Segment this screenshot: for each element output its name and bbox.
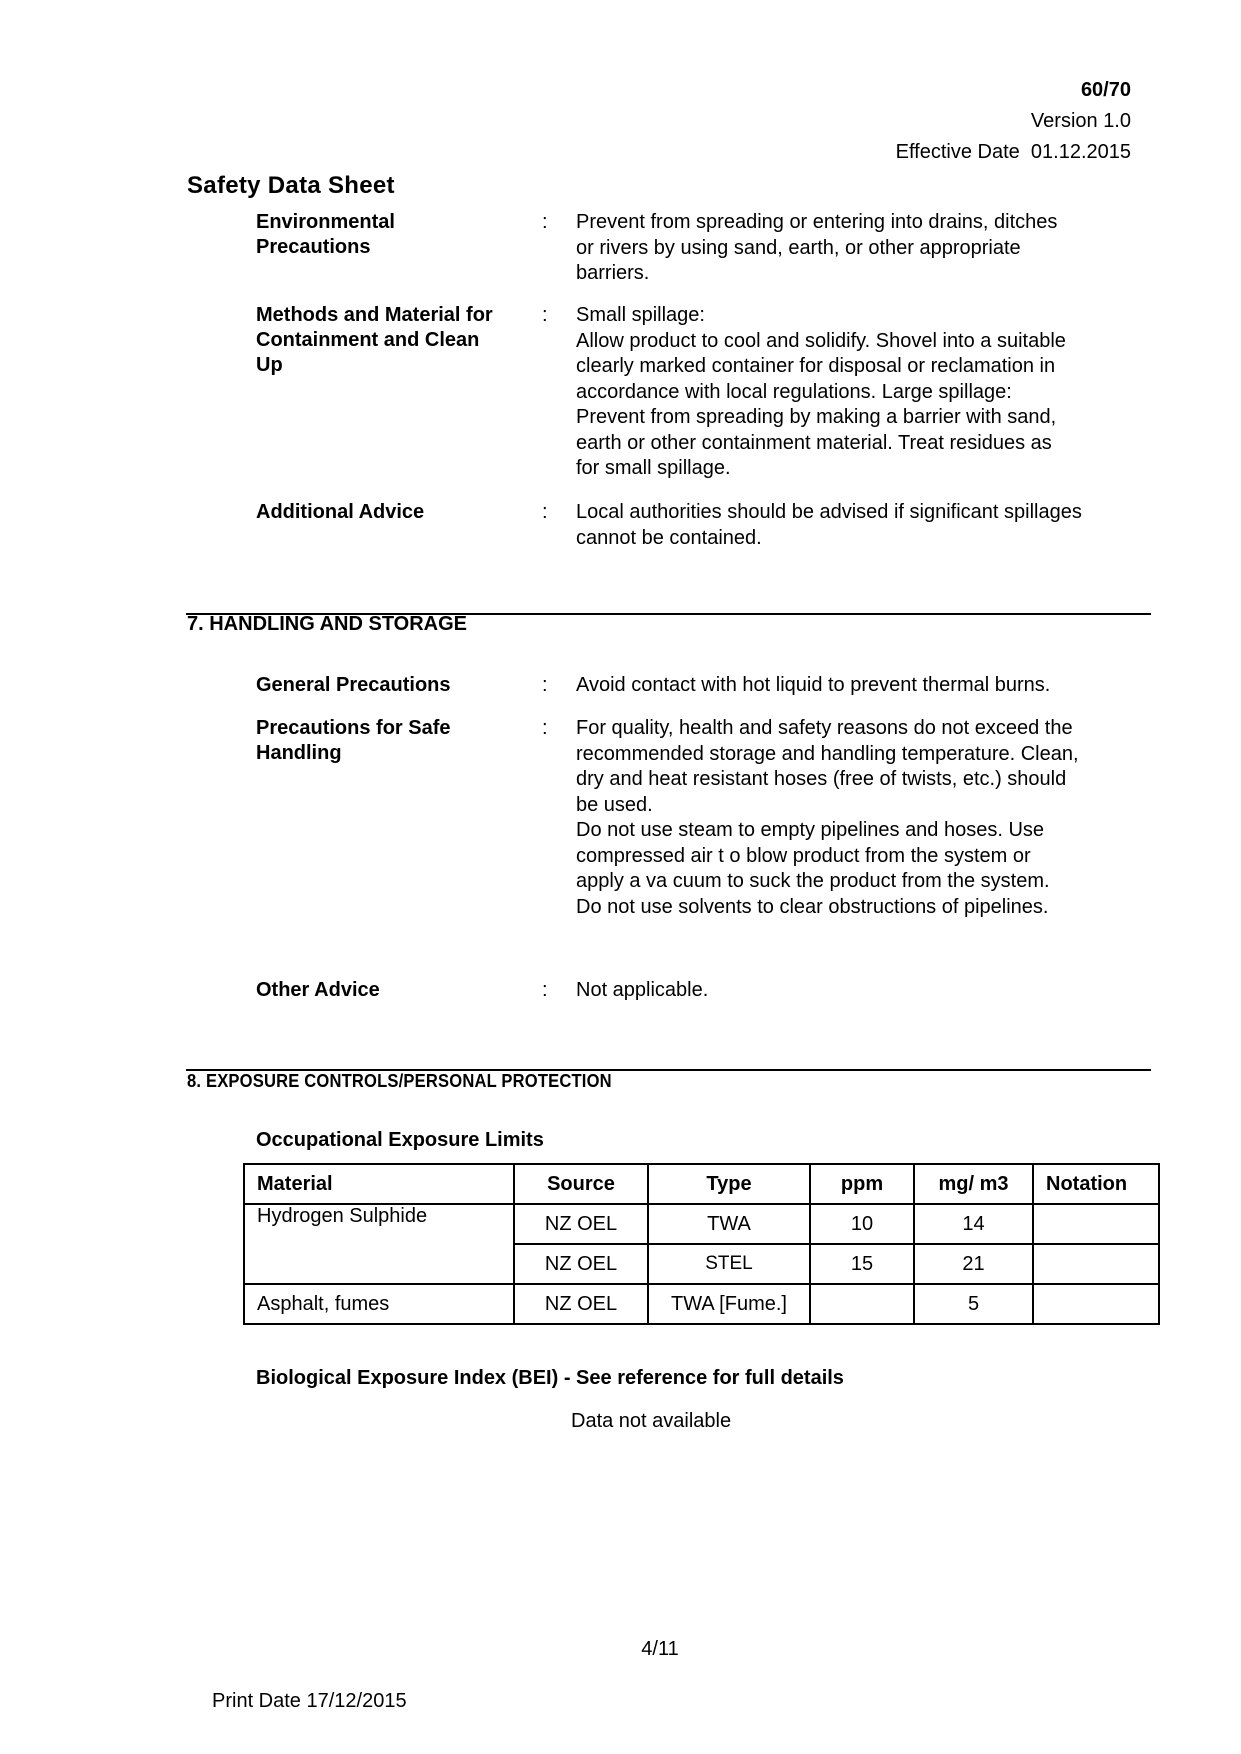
cell-type: TWA [648,1204,810,1244]
column-header-type: Type [648,1164,810,1204]
cell-mg-m3: 14 [914,1204,1033,1244]
field-value: Small spillage: Allow product to cool and solidify. Shovel into a suitable clearly marked container for disposal or reclamation in accordance with local regulations. Large spillage: Prevent from spreading by making a barrier with sand, earth or other containment material. Treat residues as for small spillage. [576,304,1066,479]
bei-value: Data not available [571,1410,732,1432]
column-header-source: Source [514,1164,648,1204]
bei-heading: Biological Exposure Index (BEI) - See reference for full details [256,1367,844,1389]
field-value: Prevent from spreading or entering into drains, ditches or rivers by using sand, earth, or other appropriate barriers. [576,211,1058,284]
cell-ppm: 15 [810,1244,914,1284]
field-label: Other Advice [256,979,380,1001]
table-row [244,1284,1159,1324]
table-header-row [244,1164,1159,1204]
column-header-ppm: ppm [810,1164,914,1204]
cell-ppm [810,1284,914,1324]
cell-source: NZ OEL [514,1284,648,1324]
effective-date: Effective Date 01.12.2015 [895,141,1131,163]
cell-material: Hydrogen Sulphide [244,1204,514,1284]
field-colon: : [542,674,548,696]
field-label: Additional Advice [256,501,425,523]
column-header-mg-m3: mg/ m3 [914,1164,1033,1204]
field-value: Local authorities should be advised if significant spillages cannot be contained. [576,501,1082,549]
field-label: Precautions for Safe Handling [256,717,451,764]
cell-source: NZ OEL [514,1204,648,1244]
field-colon: : [542,979,548,1001]
oel-heading: Occupational Exposure Limits [256,1129,544,1151]
cell-ppm: 10 [810,1204,914,1244]
field-label: Environmental Precautions [256,211,395,258]
version-label: Version 1.0 [1030,110,1131,132]
field-label: General Precautions [256,674,451,696]
table-row [244,1204,1159,1244]
cell-type: STEL [648,1244,810,1284]
cell-notation [1033,1244,1159,1284]
exposure-limits-table [243,1163,1160,1325]
column-header-notation: Notation [1033,1164,1159,1204]
page-of-count: 60/70 [1080,79,1131,101]
cell-notation [1033,1204,1159,1244]
page-number: 4/11 [641,1638,679,1660]
cell-source: NZ OEL [514,1244,648,1284]
field-value: For quality, health and safety reasons do not exceed the recommended storage and handling temperature. Clean, dry and heat resistant hoses (free of twists, etc.) should be used. Do not use steam to empty pipelines and hoses. Use compressed air t o blow product from the system or apply a va cuum to suck the product from the system. Do not use solvents to clear obstructions of pipelines. [576,717,1079,918]
print-date: Print Date 17/12/2015 [212,1690,407,1712]
field-colon: : [542,304,548,326]
field-colon: : [542,211,548,233]
cell-mg-m3: 5 [914,1284,1033,1324]
cell-notation [1033,1284,1159,1324]
column-header-material: Material [244,1164,514,1204]
section7-title: 7. HANDLING AND STORAGE [187,613,468,635]
cell-material: Asphalt, fumes [244,1284,514,1324]
field-label: Methods and Material for Containment and Clean Up [256,304,493,376]
field-colon: : [542,717,548,739]
field-value: Avoid contact with hot liquid to prevent thermal burns. [576,674,1051,696]
field-colon: : [542,501,548,523]
document-title: Safety Data Sheet [187,172,395,199]
cell-type: TWA [Fume.] [648,1284,810,1324]
field-value: Not applicable. [576,979,709,1001]
cell-mg-m3: 21 [914,1244,1033,1284]
section8-title: 8. EXPOSURE CONTROLS/PERSONAL PROTECTION [187,1071,612,1091]
